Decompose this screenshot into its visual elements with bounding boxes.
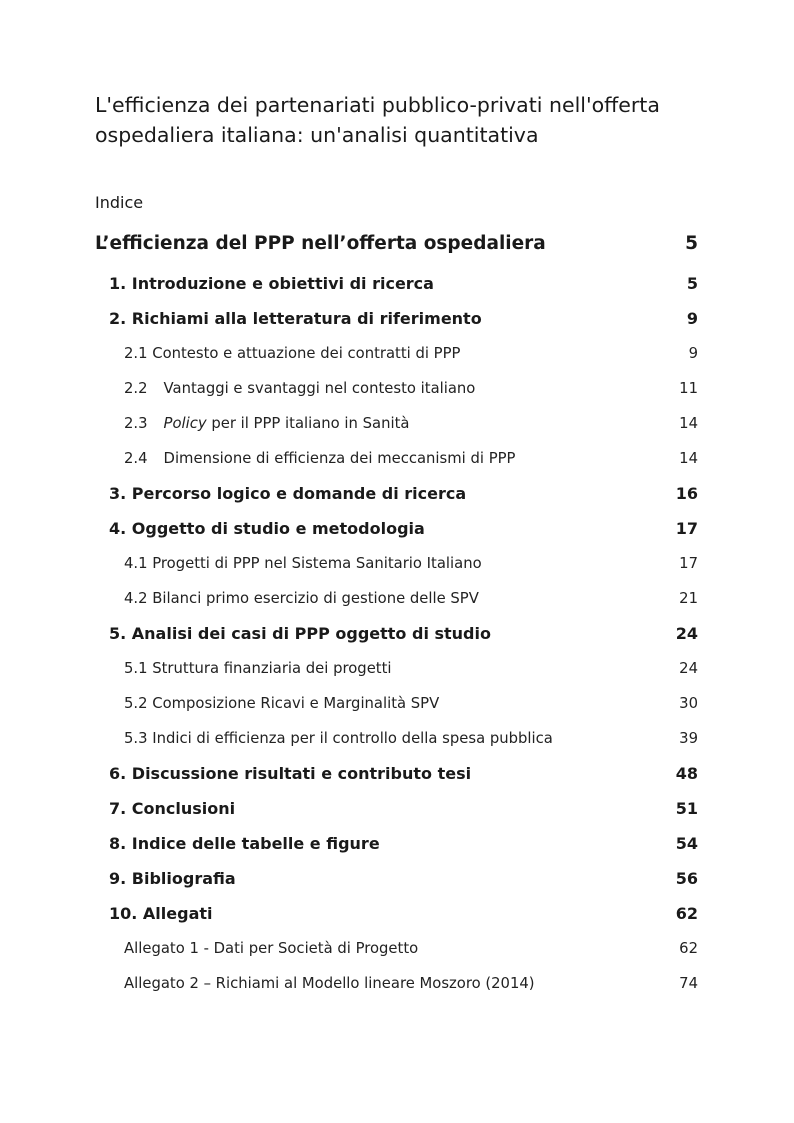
toc-page-number: 14 xyxy=(679,450,698,467)
toc-entry-label: 3. Percorso logico e domande di ricerca xyxy=(109,484,467,503)
toc-page-number: 9 xyxy=(688,345,698,362)
index-heading: Indice xyxy=(95,193,144,212)
toc-page-number: 9 xyxy=(686,309,698,328)
toc-entry-label: 1. Introduzione e obiettivi di ricerca xyxy=(109,274,434,293)
toc-page-number: 17 xyxy=(675,519,698,538)
toc-section-2-3[interactable] xyxy=(124,415,698,432)
toc-page-number: 54 xyxy=(675,834,698,853)
toc-page-number: 5 xyxy=(685,233,698,254)
toc-section-2-4[interactable] xyxy=(124,450,698,467)
toc-chapter-3[interactable] xyxy=(109,484,698,503)
toc-entry-label: 2.1 Contesto e attuazione dei contratti di PPP xyxy=(124,345,461,362)
toc-entry-label: 4. Oggetto di studio e metodologia xyxy=(109,519,425,538)
toc-page-number: 51 xyxy=(675,799,698,818)
toc-page-number: 11 xyxy=(679,380,698,397)
toc-appendix-1[interactable] xyxy=(124,940,698,957)
toc-section-number: 2.2 xyxy=(124,380,148,397)
toc-page-number: 39 xyxy=(679,730,698,747)
toc-chapter-10[interactable] xyxy=(109,904,698,923)
title-line-2: ospedaliera italiana: un'analisi quantitativa xyxy=(95,123,539,147)
toc-chapter-2[interactable] xyxy=(109,309,698,328)
toc-entry-label: Allegato 2 – Richiami al Modello lineare Moszoro (2014) xyxy=(124,975,535,992)
toc-page-number: 48 xyxy=(675,764,698,783)
toc-entry-label: 4.2 Bilanci primo esercizio di gestione delle SPV xyxy=(124,590,479,607)
toc-page-number: 5 xyxy=(686,274,698,293)
toc-entry-label: 5.3 Indici di efficienza per il controllo della spesa pubblica xyxy=(124,730,553,747)
toc-section-2-1[interactable] xyxy=(124,345,698,362)
toc-entry-label: 7. Conclusioni xyxy=(109,799,236,818)
toc-chapter-5[interactable] xyxy=(109,624,698,643)
toc-entry-label: 5.2 Composizione Ricavi e Marginalità SPV xyxy=(124,695,440,712)
toc-section-2-2[interactable] xyxy=(124,380,698,397)
toc-page-number: 24 xyxy=(679,660,698,677)
toc-chapter-1[interactable] xyxy=(109,274,698,293)
toc-page-number: 56 xyxy=(675,869,698,888)
toc-appendix-2[interactable] xyxy=(124,975,698,992)
toc-entry-label: 8. Indice delle tabelle e figure xyxy=(109,834,380,853)
toc-chapter-7[interactable] xyxy=(109,799,698,818)
toc-entry-label xyxy=(124,450,515,467)
toc-entry-label: 9. Bibliografia xyxy=(109,869,236,888)
toc-entry-label: 5.1 Struttura finanziaria dei progetti xyxy=(124,660,392,677)
toc-section-5-2[interactable] xyxy=(124,695,698,712)
toc-page-number: 24 xyxy=(675,624,698,643)
toc-page-number: 14 xyxy=(679,415,698,432)
toc-page-number: 62 xyxy=(675,904,698,923)
toc-entry-label xyxy=(124,380,475,397)
toc-entry-label: L’efficienza del PPP nell’offerta ospedaliera xyxy=(95,233,546,254)
toc-page-number: 16 xyxy=(675,484,698,503)
toc-section-4-2[interactable] xyxy=(124,590,698,607)
toc-section-number: 2.4 xyxy=(124,450,148,467)
toc-section-title: per il PPP italiano in Sanità xyxy=(206,415,410,432)
toc-section-title: Vantaggi e svantaggi nel contesto italiano xyxy=(163,380,476,397)
toc-entry-label: Allegato 1 - Dati per Società di Progetto xyxy=(124,940,419,957)
toc-page-number: 21 xyxy=(679,590,698,607)
toc-page-number: 62 xyxy=(679,940,698,957)
toc-section-title: Dimensione di efficienza dei meccanismi di PPP xyxy=(163,450,516,467)
toc-chapter-4[interactable] xyxy=(109,519,698,538)
toc-entry-label: 5. Analisi dei casi di PPP oggetto di studio xyxy=(109,624,491,643)
toc-entry-label: 6. Discussione risultati e contributo tesi xyxy=(109,764,472,783)
toc-section-number: 2.3 xyxy=(124,415,148,432)
toc-entry-label xyxy=(124,415,409,432)
toc-section-4-1[interactable] xyxy=(124,555,698,572)
toc-section-5-3[interactable] xyxy=(124,730,698,747)
toc-entry-label: 2. Richiami alla letteratura di riferimento xyxy=(109,309,482,328)
toc-chapter-6[interactable] xyxy=(109,764,698,783)
toc-page-number: 30 xyxy=(679,695,698,712)
toc-chapter-9[interactable] xyxy=(109,869,698,888)
toc-section-5-1[interactable] xyxy=(124,660,698,677)
toc-part-heading[interactable] xyxy=(95,233,698,254)
toc-entry-label: 4.1 Progetti di PPP nel Sistema Sanitario Italiano xyxy=(124,555,482,572)
title-line-1: L'efficienza dei partenariati pubblico-privati nell'offerta xyxy=(95,93,660,117)
toc-page-number: 74 xyxy=(679,975,698,992)
toc-entry-label: 10. Allegati xyxy=(109,904,213,923)
toc-section-title-italic: Policy xyxy=(163,415,207,432)
toc-chapter-8[interactable] xyxy=(109,834,698,853)
toc-page-number: 17 xyxy=(679,555,698,572)
